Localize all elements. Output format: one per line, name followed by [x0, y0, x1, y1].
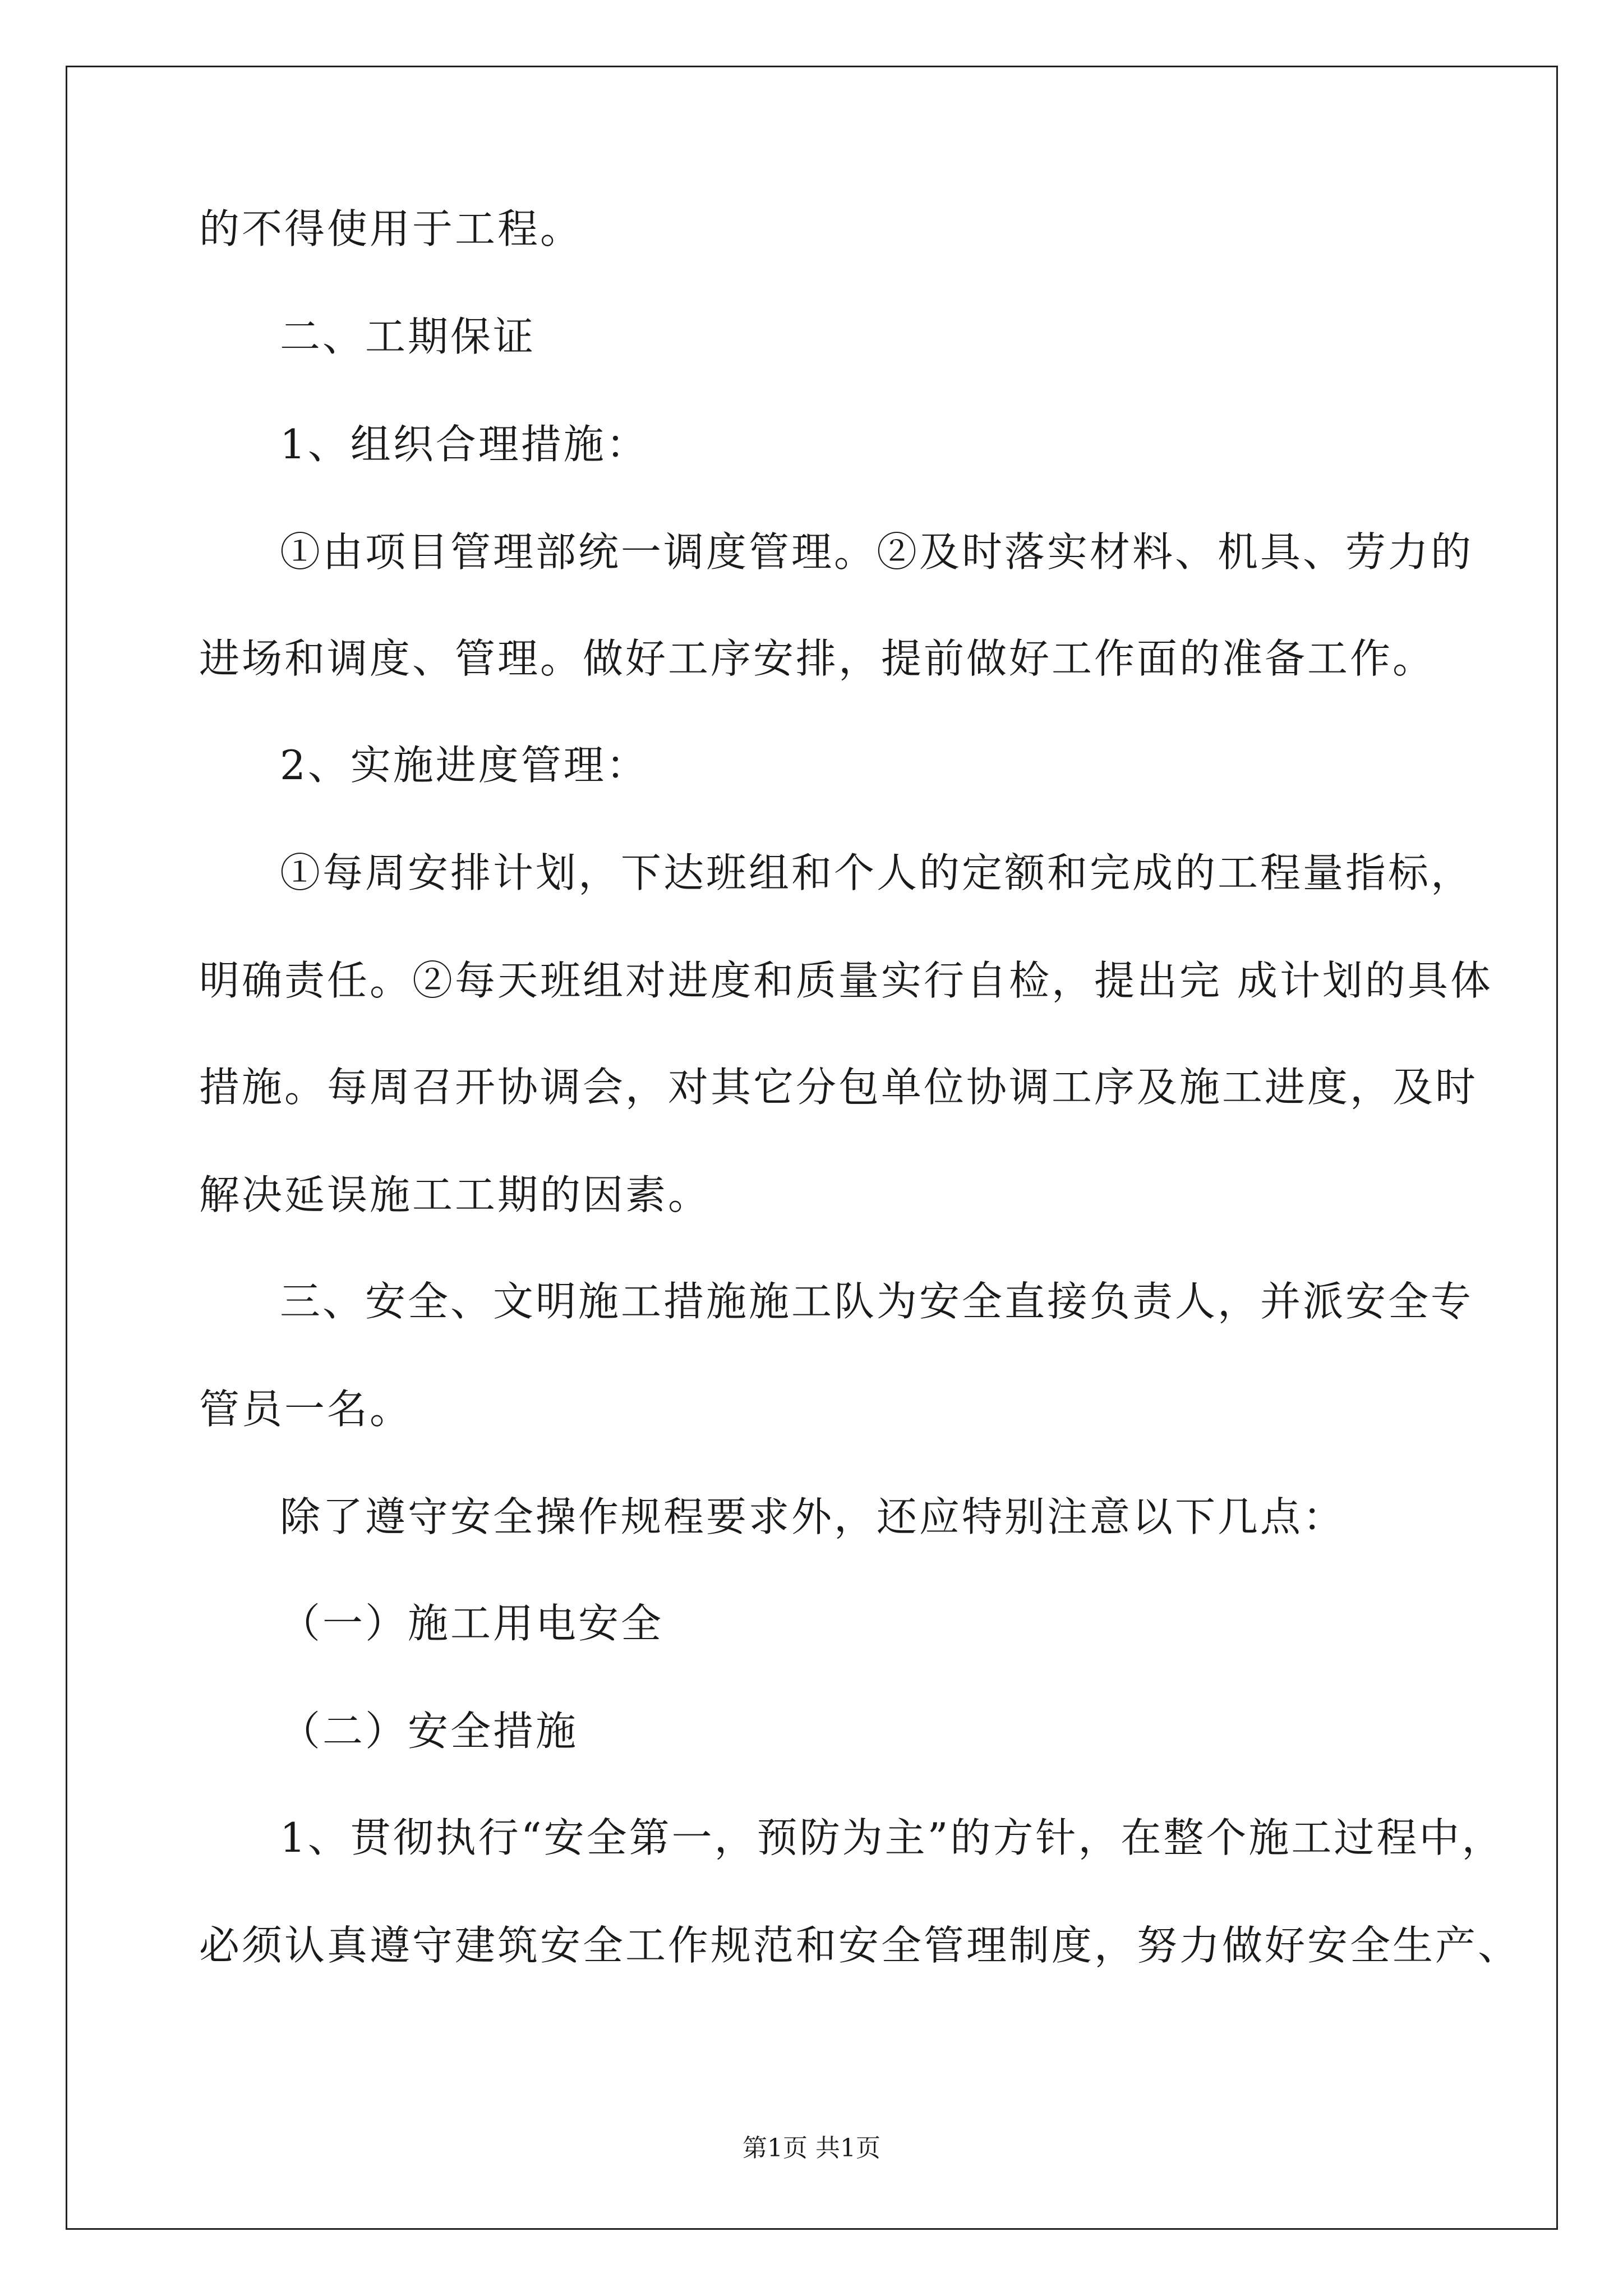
- text-line: 进场和调度、管理。做好工序安排，提前做好工作面的准备工作。: [199, 635, 1436, 682]
- subsection-heading: （二）安全措施: [280, 1708, 579, 1755]
- text-line: ①每周安排计划，下达班组和个人的定额和完成的工程量指标，: [280, 849, 1474, 896]
- subsection-heading: （一）施工用电安全: [280, 1600, 664, 1647]
- page-border: [66, 66, 1558, 2230]
- text-line: 管员一名。: [199, 1386, 413, 1433]
- text-line: 明确责任。②每天班组对进度和质量实行自检，提出完 成计划的具体: [199, 957, 1493, 1004]
- text-line: 措施。每周召开协调会，对其它分包单位协调工序及施工进度，及时: [199, 1064, 1478, 1111]
- section-heading: 三、安全、文明施工措施施工队为安全直接负责人，并派安全专: [280, 1278, 1474, 1325]
- subsection-heading: 2、实施进度管理：: [280, 742, 649, 789]
- text-line: 解决延误施工工期的因素。: [199, 1171, 711, 1218]
- section-heading: 二、工期保证: [280, 313, 536, 360]
- text-line: 的不得使用于工程。: [199, 205, 583, 252]
- text-line: 1、贯彻执行“安全第一，预防为主”的方针，在整个施工过程中，: [280, 1814, 1505, 1861]
- text-line: ①由项目管理部统一调度管理。②及时落实材料、机具、劳力的: [280, 528, 1474, 576]
- page-footer: 第1页 共1页: [743, 2134, 880, 2162]
- text-line: 除了遵守安全操作规程要求外，还应特别注意以下几点：: [280, 1493, 1346, 1540]
- text-line: 必须认真遵守建筑安全工作规范和安全管理制度，努力做好安全生产、: [199, 1922, 1521, 1969]
- subsection-heading: 1、组织合理措施：: [280, 421, 649, 468]
